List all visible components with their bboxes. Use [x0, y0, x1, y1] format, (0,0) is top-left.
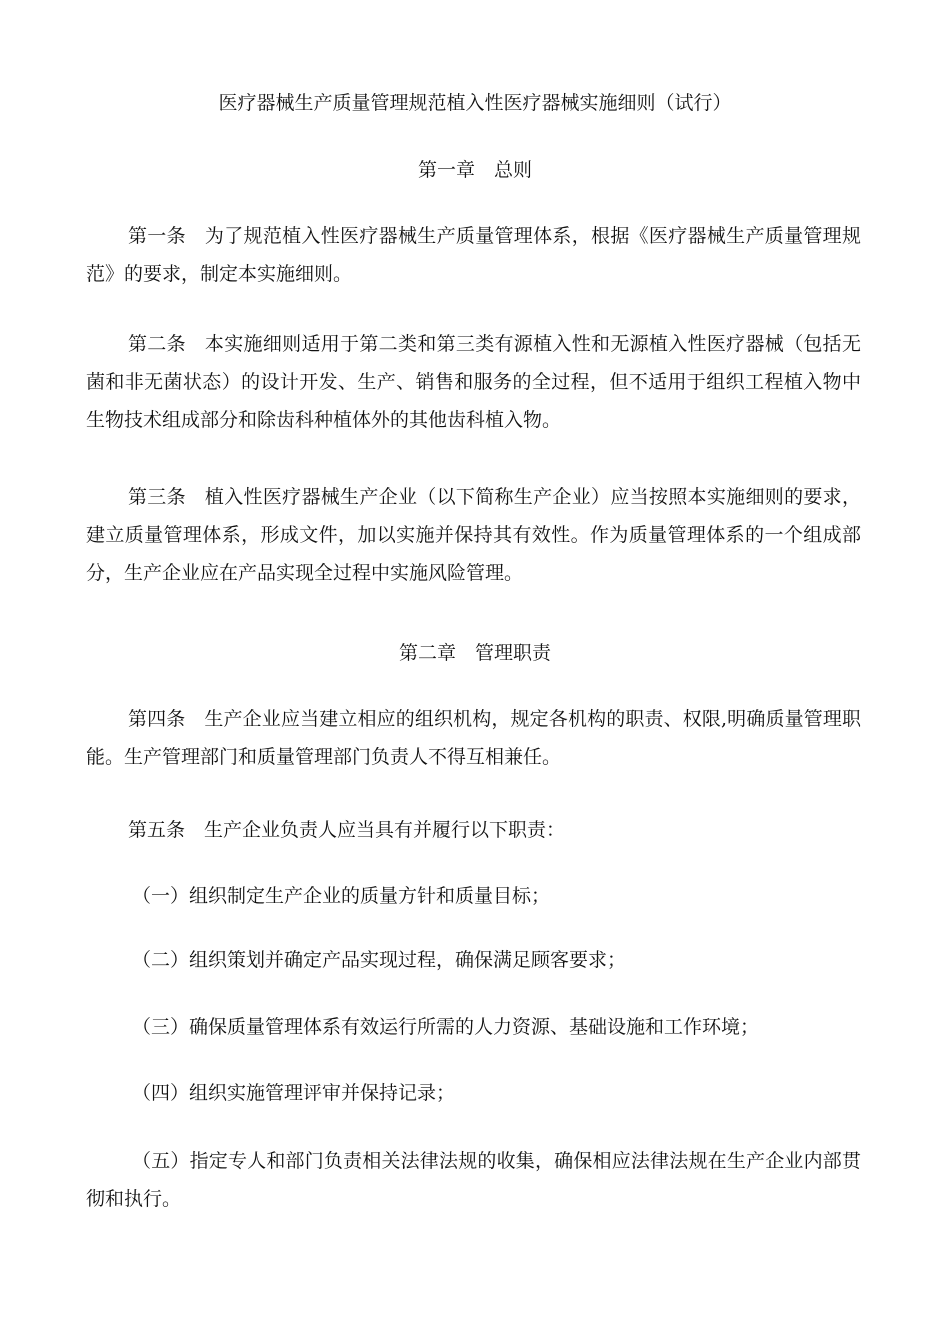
document-title: 医疗器械生产质量管理规范植入性医疗器械实施细则（试行） — [218, 92, 732, 114]
article-text: 为了规范植入性医疗器械生产质量管理体系，根据《医疗器械生产质量管理规范》的要求，制定本实施细则。 — [86, 225, 861, 285]
article-5 — [86, 811, 861, 849]
article-text: 生产企业应当建立相应的组织机构，规定各机构的职责、权限,明确质量管理职能。生产管理部门和质量管理部门负责人不得互相兼任。 — [86, 708, 861, 768]
article-text: 植入性医疗器械生产企业（以下简称生产企业）应当按照本实施细则的要求，建立质量管理体系，形成文件，加以实施并保持其有效性。作为质量管理体系的一个组成部分，生产企业应在产品实现全过程中实施风险管理。 — [86, 486, 861, 584]
article-number: 第一条 — [128, 225, 186, 247]
article-number: 第四条 — [128, 708, 186, 730]
article-number: 第三条 — [128, 486, 186, 508]
article-text: 生产企业负责人应当具有并履行以下职责： — [204, 819, 566, 841]
chapter-heading-1: 第一章 总则 — [417, 159, 532, 181]
article-3 — [86, 478, 861, 592]
list-item-5: （五）指定专人和部门负责相关法律法规的收集，确保相应法律法规在生产企业内部贯彻和执行。 — [86, 1150, 861, 1210]
article-2 — [86, 325, 861, 439]
article-number: 第二条 — [128, 333, 186, 355]
list-item-3: （三）确保质量管理体系有效运行所需的人力资源、基础设施和工作环境； — [132, 1016, 760, 1038]
list-item-4: （四）组织实施管理评审并保持记录； — [132, 1082, 456, 1104]
article-1 — [86, 217, 861, 293]
article-number: 第五条 — [128, 819, 186, 841]
list-item-2: （二）组织策划并确定产品实现过程，确保满足顾客要求； — [132, 949, 627, 971]
chapter-heading-2: 第二章 管理职责 — [398, 642, 551, 664]
list-item-1: （一）组织制定生产企业的质量方针和质量目标； — [132, 885, 551, 907]
article-text: 本实施细则适用于第二类和第三类有源植入性和无源植入性医疗器械（包括无菌和非无菌状态）的设计开发、生产、销售和服务的全过程，但不适用于组织工程植入物中生物技术组成部分和除齿科种植体外的其他齿科植入物。 — [86, 333, 861, 431]
article-4 — [86, 700, 861, 776]
